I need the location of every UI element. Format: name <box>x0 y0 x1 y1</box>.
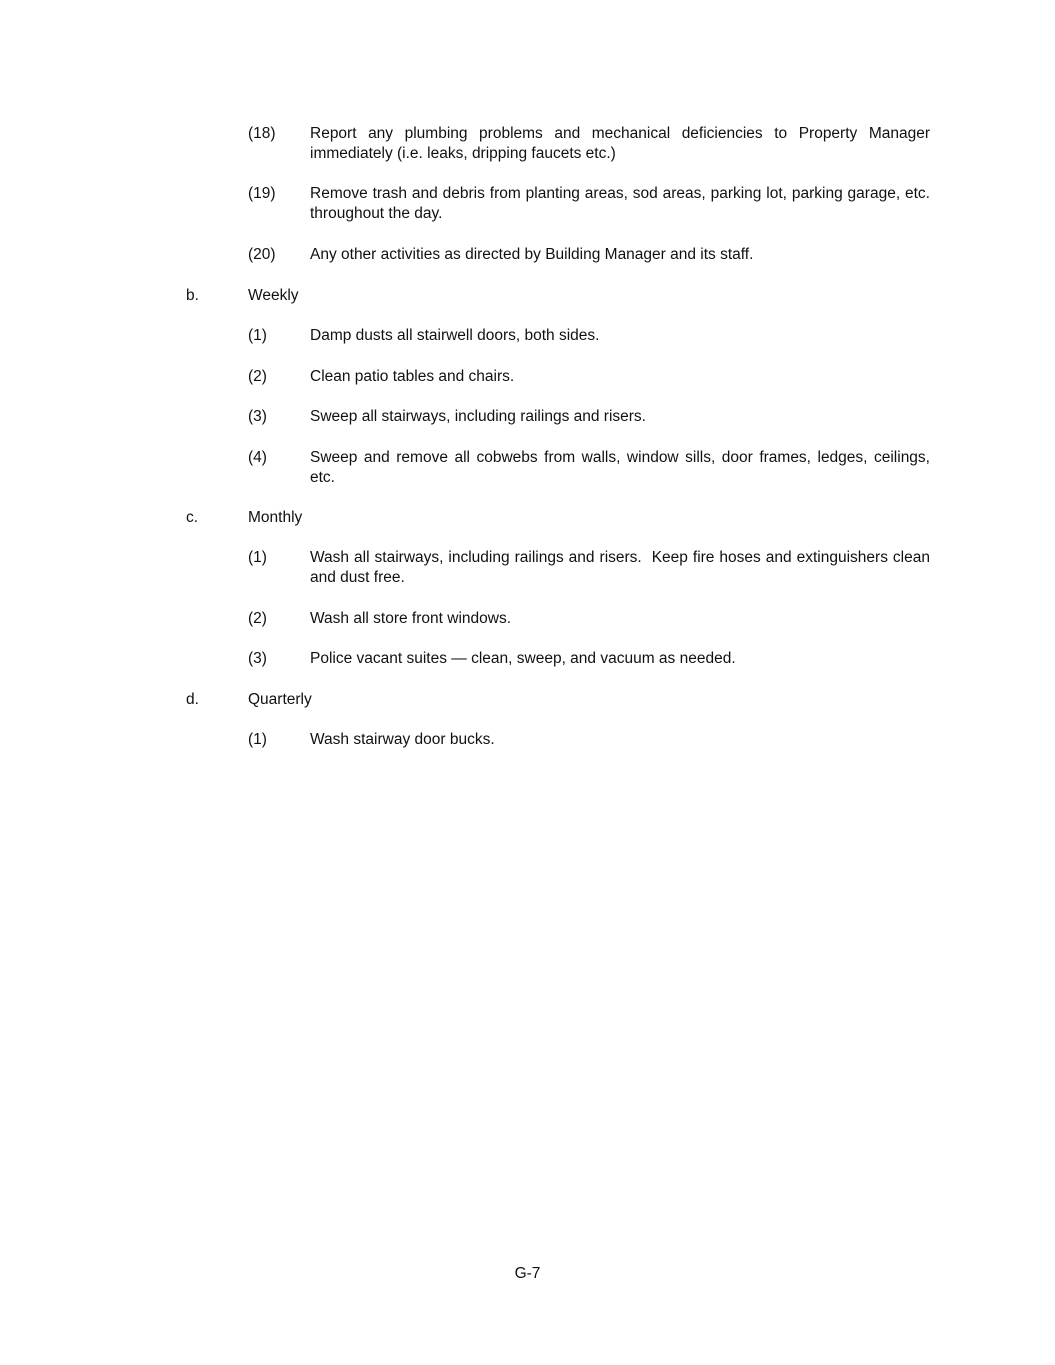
page-number: G-7 <box>514 1265 541 1282</box>
item-text: Wash all store front windows. <box>310 610 512 627</box>
item-text: Remove trash and debris from planting areas, sod areas, parking lot, parking garage, etc. throughout the day. <box>310 185 930 222</box>
section-title: Quarterly <box>248 691 312 708</box>
item-number: (2) <box>248 368 267 385</box>
section-letter: c. <box>186 509 199 526</box>
item-number: (4) <box>248 449 267 466</box>
item-text: Damp dusts all stairwell doors, both sides. <box>310 327 600 344</box>
item-text: Police vacant suites — clean, sweep, and vacuum as needed. <box>310 650 736 667</box>
item-number: (3) <box>248 408 267 425</box>
section-letter: d. <box>186 691 199 708</box>
item-text: Clean patio tables and chairs. <box>310 368 515 385</box>
section-title: Monthly <box>248 509 303 526</box>
item-number: (19) <box>248 185 276 202</box>
section-title: Weekly <box>248 287 299 304</box>
item-text: Any other activities as directed by Building Manager and its staff. <box>310 246 754 263</box>
item-text: Sweep all stairways, including railings and risers. <box>310 408 646 425</box>
item-text: Report any plumbing problems and mechanical deficiencies to Property Manager immediately (i.e. leaks, dripping faucets etc.) <box>310 125 930 162</box>
item-number: (1) <box>248 327 267 344</box>
item-number: (1) <box>248 549 267 566</box>
section-letter: b. <box>186 287 199 304</box>
item-number: (1) <box>248 731 267 748</box>
item-number: (2) <box>248 610 267 627</box>
item-text: Wash stairway door bucks. <box>310 731 495 748</box>
item-number: (18) <box>248 125 276 142</box>
item-number: (3) <box>248 650 267 667</box>
item-text: Wash all stairways, including railings and risers. Keep fire hoses and extinguishers clean and dust free. <box>310 549 935 586</box>
item-number: (20) <box>248 246 276 263</box>
item-text: Sweep and remove all cobwebs from walls, window sills, door frames, ledges, ceilings, etc. <box>310 449 930 486</box>
